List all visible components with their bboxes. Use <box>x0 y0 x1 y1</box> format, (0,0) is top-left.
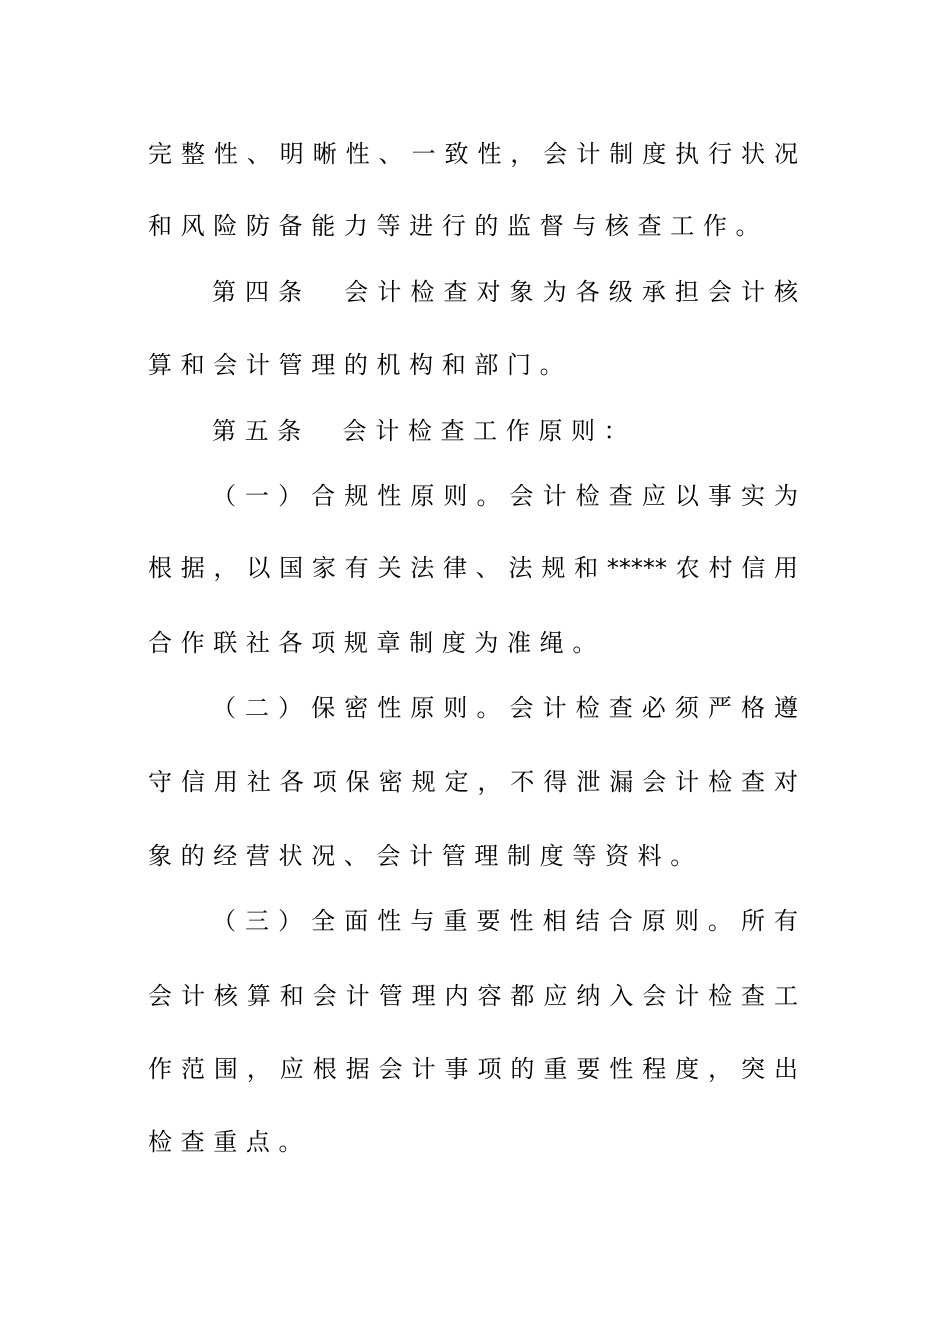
article-4-heading: 第四条 会计检查对象为各级承担会计核 <box>212 278 798 306</box>
principle-3-line: （三）全面性与重要性相结合原则。所有 <box>212 907 798 935</box>
principle-2-line: （二）保密性原则。会计检查必须严格遵 <box>212 694 798 722</box>
principle-1-line: （一）合规性原则。会计检查应以事实为 <box>212 482 798 510</box>
text-line-4: 算和会计管理的机构和部门。 <box>148 351 573 379</box>
text-line-7: 根据，以国家有关法律、法规和*****农村信用 <box>148 554 798 582</box>
text-line-13: 会计核算和会计管理内容都应纳入会计检查工 <box>148 982 798 1010</box>
text-line-2: 和风险防备能力等进行的监督与核查工作。 <box>148 212 769 240</box>
text-line-15: 检查重点。 <box>148 1128 312 1156</box>
article-5-heading: 第五条 会计检查工作原则： <box>212 417 637 445</box>
text-line-8: 合作联社各项规章制度为准绳。 <box>148 629 605 657</box>
text-line-14: 作范围，应根据会计事项的重要性程度，突出 <box>148 1055 798 1083</box>
text-line-11: 象的经营状况、会计管理制度等资料。 <box>148 842 703 870</box>
text-line-10: 守信用社各项保密规定，不得泄漏会计检查对 <box>148 768 798 796</box>
text-line-1: 完整性、明晰性、一致性，会计制度执行状况 <box>148 140 798 168</box>
